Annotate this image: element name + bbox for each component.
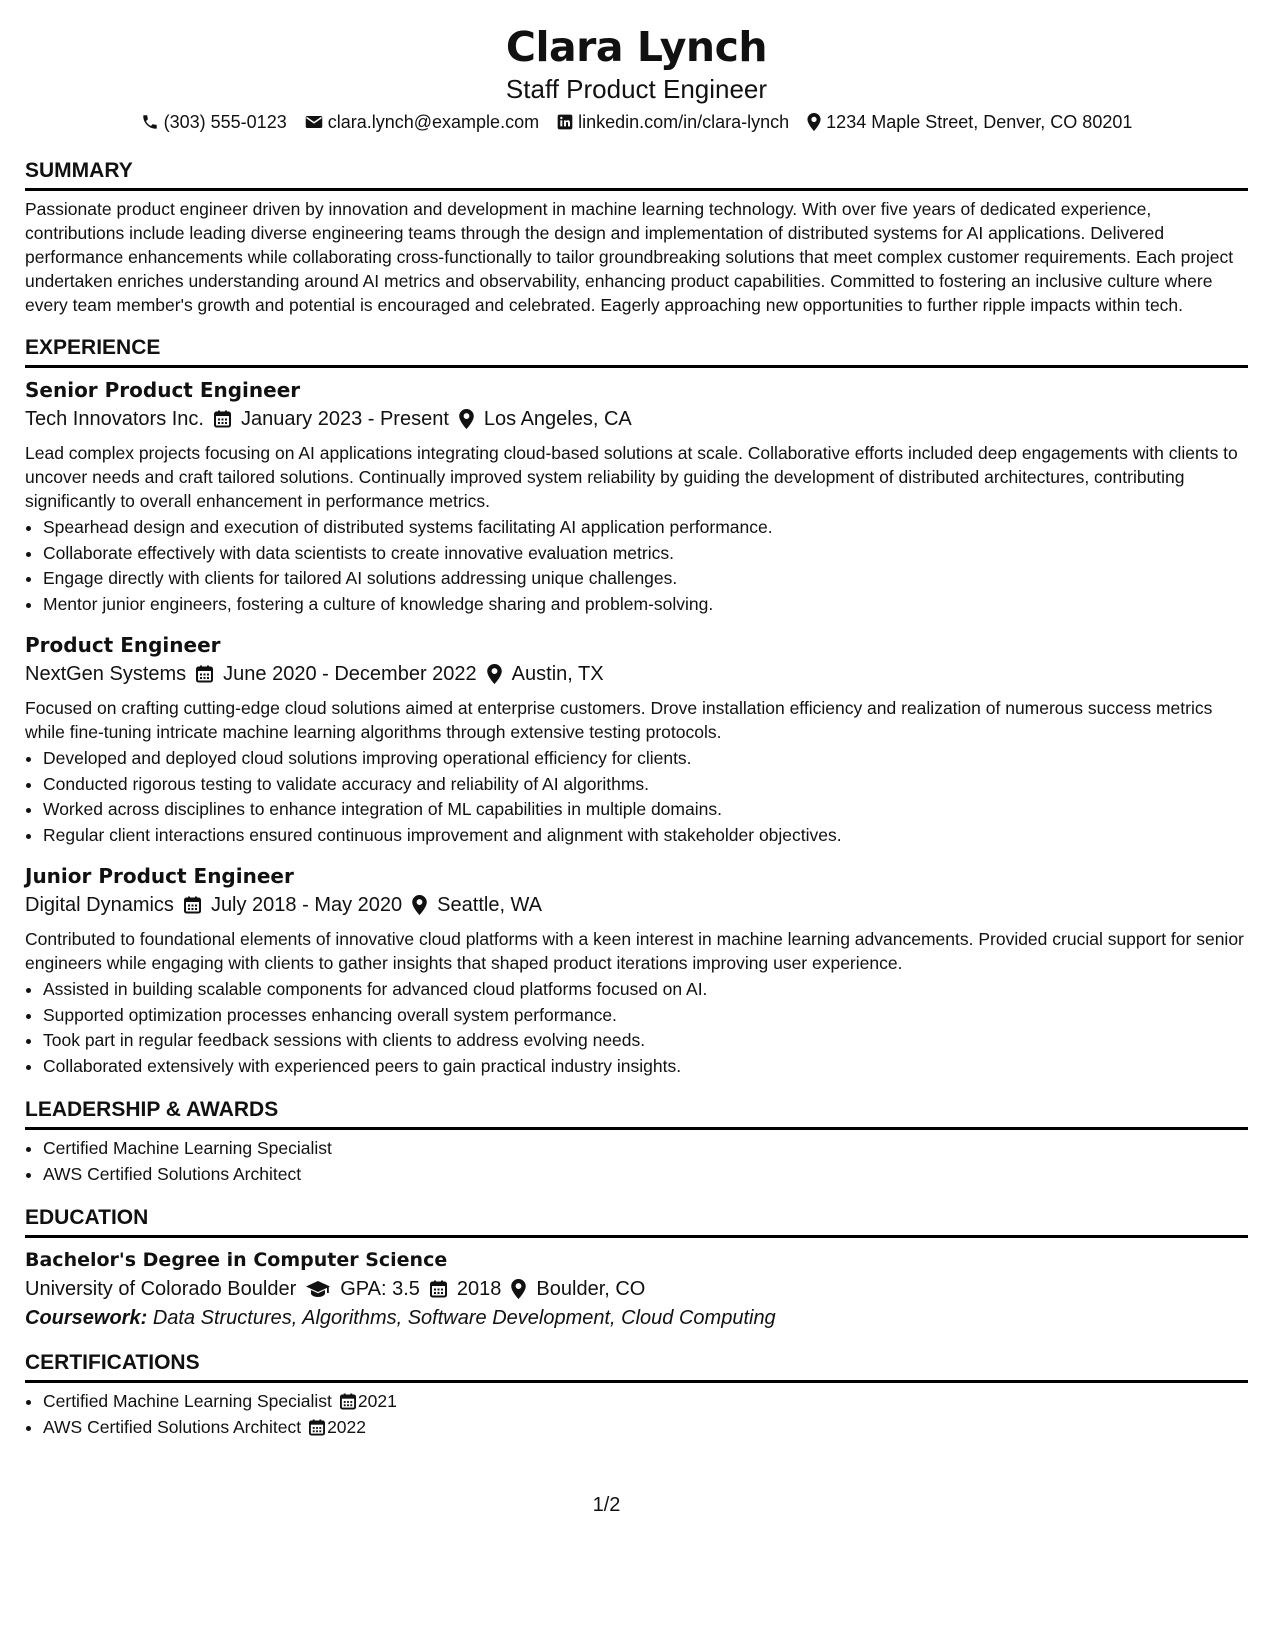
coursework-text: Data Structures, Algorithms, Software Development, Cloud Computing [152, 1307, 776, 1329]
coursework-line [25, 1304, 1248, 1332]
calendar-icon [196, 665, 213, 683]
list-item: • Spearhead design and execution of distributed systems facilitating AI application performance. [43, 515, 1248, 541]
envelope-icon [305, 114, 323, 130]
list-item: • Collaborate effectively with data scientists to create innovative evaluation metrics. [43, 541, 1248, 567]
list-item [43, 1389, 1248, 1415]
summary-section [25, 158, 1248, 317]
job-bullets [25, 977, 1248, 1079]
gpa-group [306, 1275, 420, 1303]
map-pin-icon [487, 664, 502, 684]
graduation-cap-icon [306, 1280, 330, 1298]
contact-email[interactable] [305, 110, 539, 134]
certification-year: 2022 [327, 1416, 367, 1437]
page-number: 1/2 [592, 1494, 621, 1516]
edu-location-group [511, 1275, 645, 1303]
leadership-list [25, 1136, 1248, 1187]
job-dates: January 2023 - Present [240, 408, 449, 430]
calendar-icon [214, 410, 231, 428]
job-dates: July 2018 - May 2020 [210, 894, 403, 916]
job-bullets [25, 746, 1248, 848]
gpa-text: GPA: 3.5 [340, 1278, 420, 1300]
job-dates-group [196, 660, 477, 688]
list-item: • Conducted rigorous testing to validate accuracy and reliability of AI algorithms. [43, 772, 1248, 798]
list-item: • Supported optimization processes enhancing overall system performance. [43, 1003, 1248, 1029]
job-company: Tech Innovators Inc. [25, 408, 204, 430]
list-item [43, 1415, 1248, 1441]
email-link[interactable]: clara.lynch@example.com [327, 112, 540, 132]
job-entry [25, 862, 1248, 1079]
list-item: • Assisted in building scalable components for advanced cloud platforms focused on AI. [43, 977, 1248, 1003]
candidate-title: Staff Product Engineer [505, 74, 768, 104]
certification-year: 2021 [357, 1391, 397, 1411]
summary-heading: SUMMARY [25, 158, 1248, 191]
leadership-heading: LEADERSHIP & AWARDS [25, 1097, 1248, 1130]
job-bullets [25, 515, 1248, 617]
calendar-icon [430, 1280, 447, 1298]
job-location: Austin, TX [511, 663, 604, 685]
phone-icon [141, 113, 159, 131]
linkedin-icon [557, 114, 573, 130]
calendar-icon [309, 1419, 325, 1436]
certification-name: • Certified Machine Learning Specialist [43, 1391, 332, 1411]
certification-name: • AWS Certified Solutions Architect [43, 1416, 302, 1437]
job-meta [25, 405, 1248, 433]
list-item: • Regular client interactions ensured continuous improvement and alignment with stakeholder objectives. [43, 823, 1248, 849]
job-dates-group [184, 891, 402, 919]
job-description: Contributed to foundational elements of innovative cloud platforms with a keen interest in machine learning advancements. Provided crucial support for senior engineers while engaging with clients to gather insights that shaped product iterations improving user experience. [25, 929, 1244, 973]
certification-entry [43, 1415, 366, 1441]
edu-year: 2018 [456, 1278, 502, 1300]
experience-section [25, 335, 1248, 1079]
contact-phone [141, 110, 287, 134]
job-entry [25, 631, 1248, 848]
certification-entry [43, 1389, 397, 1415]
experience-heading: EXPERIENCE [25, 335, 1248, 368]
job-entry [25, 376, 1248, 617]
job-location: Seattle, WA [437, 894, 543, 916]
degree-title: Bachelor's Degree in Computer Science [25, 1249, 448, 1271]
education-section [25, 1205, 1248, 1332]
map-pin-icon [459, 409, 474, 429]
edu-year-group [430, 1275, 502, 1303]
list-item: • Developed and deployed cloud solutions improving operational efficiency for clients. [43, 746, 1248, 772]
job-meta [25, 660, 1248, 688]
job-title: Product Engineer [25, 633, 221, 657]
list-item: • Took part in regular feedback sessions with clients to address evolving needs. [43, 1028, 1248, 1054]
phone-text: (303) 555-0123 [163, 112, 287, 132]
coursework-label: Coursework: [25, 1307, 148, 1329]
resume-page [25, 22, 1248, 1440]
job-location-group [412, 891, 542, 919]
calendar-icon [340, 1393, 356, 1410]
address-text: 1234 Maple Street, Denver, CO 80201 [826, 112, 1133, 132]
job-dates: June 2020 - December 2022 [223, 663, 477, 685]
summary-text: Passionate product engineer driven by innovation and development in machine learning technology. With over five years of dedicated experience, contributions include leading diverse engineering teams through the design and implementation of distributed systems for AI applications. Delivered performance enhancements while collaborating cross-functionally to tailor groundbreaking solutions that meet complex customer requirements. Each project undertaken enriches understanding around AI metrics and observability, enhancing product capabilities. Committed to fostering an inclusive culture where every team member's growth and potential is encouraged and celebrated. Eagerly approaching new opportunities to further ripple impacts within tech. [25, 199, 1234, 315]
education-heading: EDUCATION [25, 1205, 1248, 1238]
list-item: • Engage directly with clients for tailored AI solutions addressing unique challenges. [43, 566, 1248, 592]
list-item: • Certified Machine Learning Specialist [43, 1136, 1248, 1162]
list-item: • Worked across disciplines to enhance integration of ML capabilities in multiple domains. [43, 797, 1248, 823]
job-description: Focused on crafting cutting-edge cloud solutions aimed at enterprise customers. Drove installation efficiency and realization of numerous success metrics while fine-tuning intricate machine learning algorithms through extensive testing protocols. [25, 698, 1213, 742]
contact-bar [25, 110, 1248, 134]
job-title: Senior Product Engineer [25, 378, 301, 402]
edu-location: Boulder, CO [536, 1278, 646, 1300]
calendar-icon [184, 896, 201, 914]
job-description: Lead complex projects focusing on AI applications integrating cloud-based solutions at scale. Collaborative efforts included deep engagements with clients to uncover needs and craft tailored solutions. Continually improved system reliability by guiding the development of distributed architectures, contributing significantly to overall enhancement in performance metrics. [25, 443, 1238, 511]
job-company: NextGen Systems [25, 663, 187, 685]
certifications-list [25, 1389, 1248, 1440]
education-meta [25, 1275, 1248, 1303]
candidate-name: Clara Lynch [505, 23, 768, 71]
map-pin-icon [511, 1279, 526, 1299]
map-pin-icon [412, 895, 427, 915]
job-location-group [487, 660, 604, 688]
linkedin-link[interactable]: linkedin.com/in/clara-lynch [578, 112, 790, 132]
job-meta [25, 891, 1248, 919]
school-name: University of Colorado Boulder [25, 1278, 297, 1300]
certifications-heading: CERTIFICATIONS [25, 1350, 1248, 1383]
list-item: • Mentor junior engineers, fostering a culture of knowledge sharing and problem-solving. [43, 592, 1248, 618]
list-item: • Collaborated extensively with experienced peers to gain practical industry insights. [43, 1054, 1248, 1080]
contact-linkedin[interactable] [557, 110, 789, 134]
contact-address [807, 110, 1132, 134]
resume-header [25, 22, 1248, 134]
leadership-section [25, 1097, 1248, 1187]
job-location: Los Angeles, CA [483, 408, 632, 430]
certifications-section [25, 1350, 1248, 1440]
list-item: • AWS Certified Solutions Architect [43, 1162, 1248, 1188]
job-company: Digital Dynamics [25, 894, 174, 916]
map-pin-icon [807, 113, 821, 131]
job-dates-group [214, 405, 449, 433]
job-location-group [459, 405, 632, 433]
job-title: Junior Product Engineer [25, 864, 294, 888]
